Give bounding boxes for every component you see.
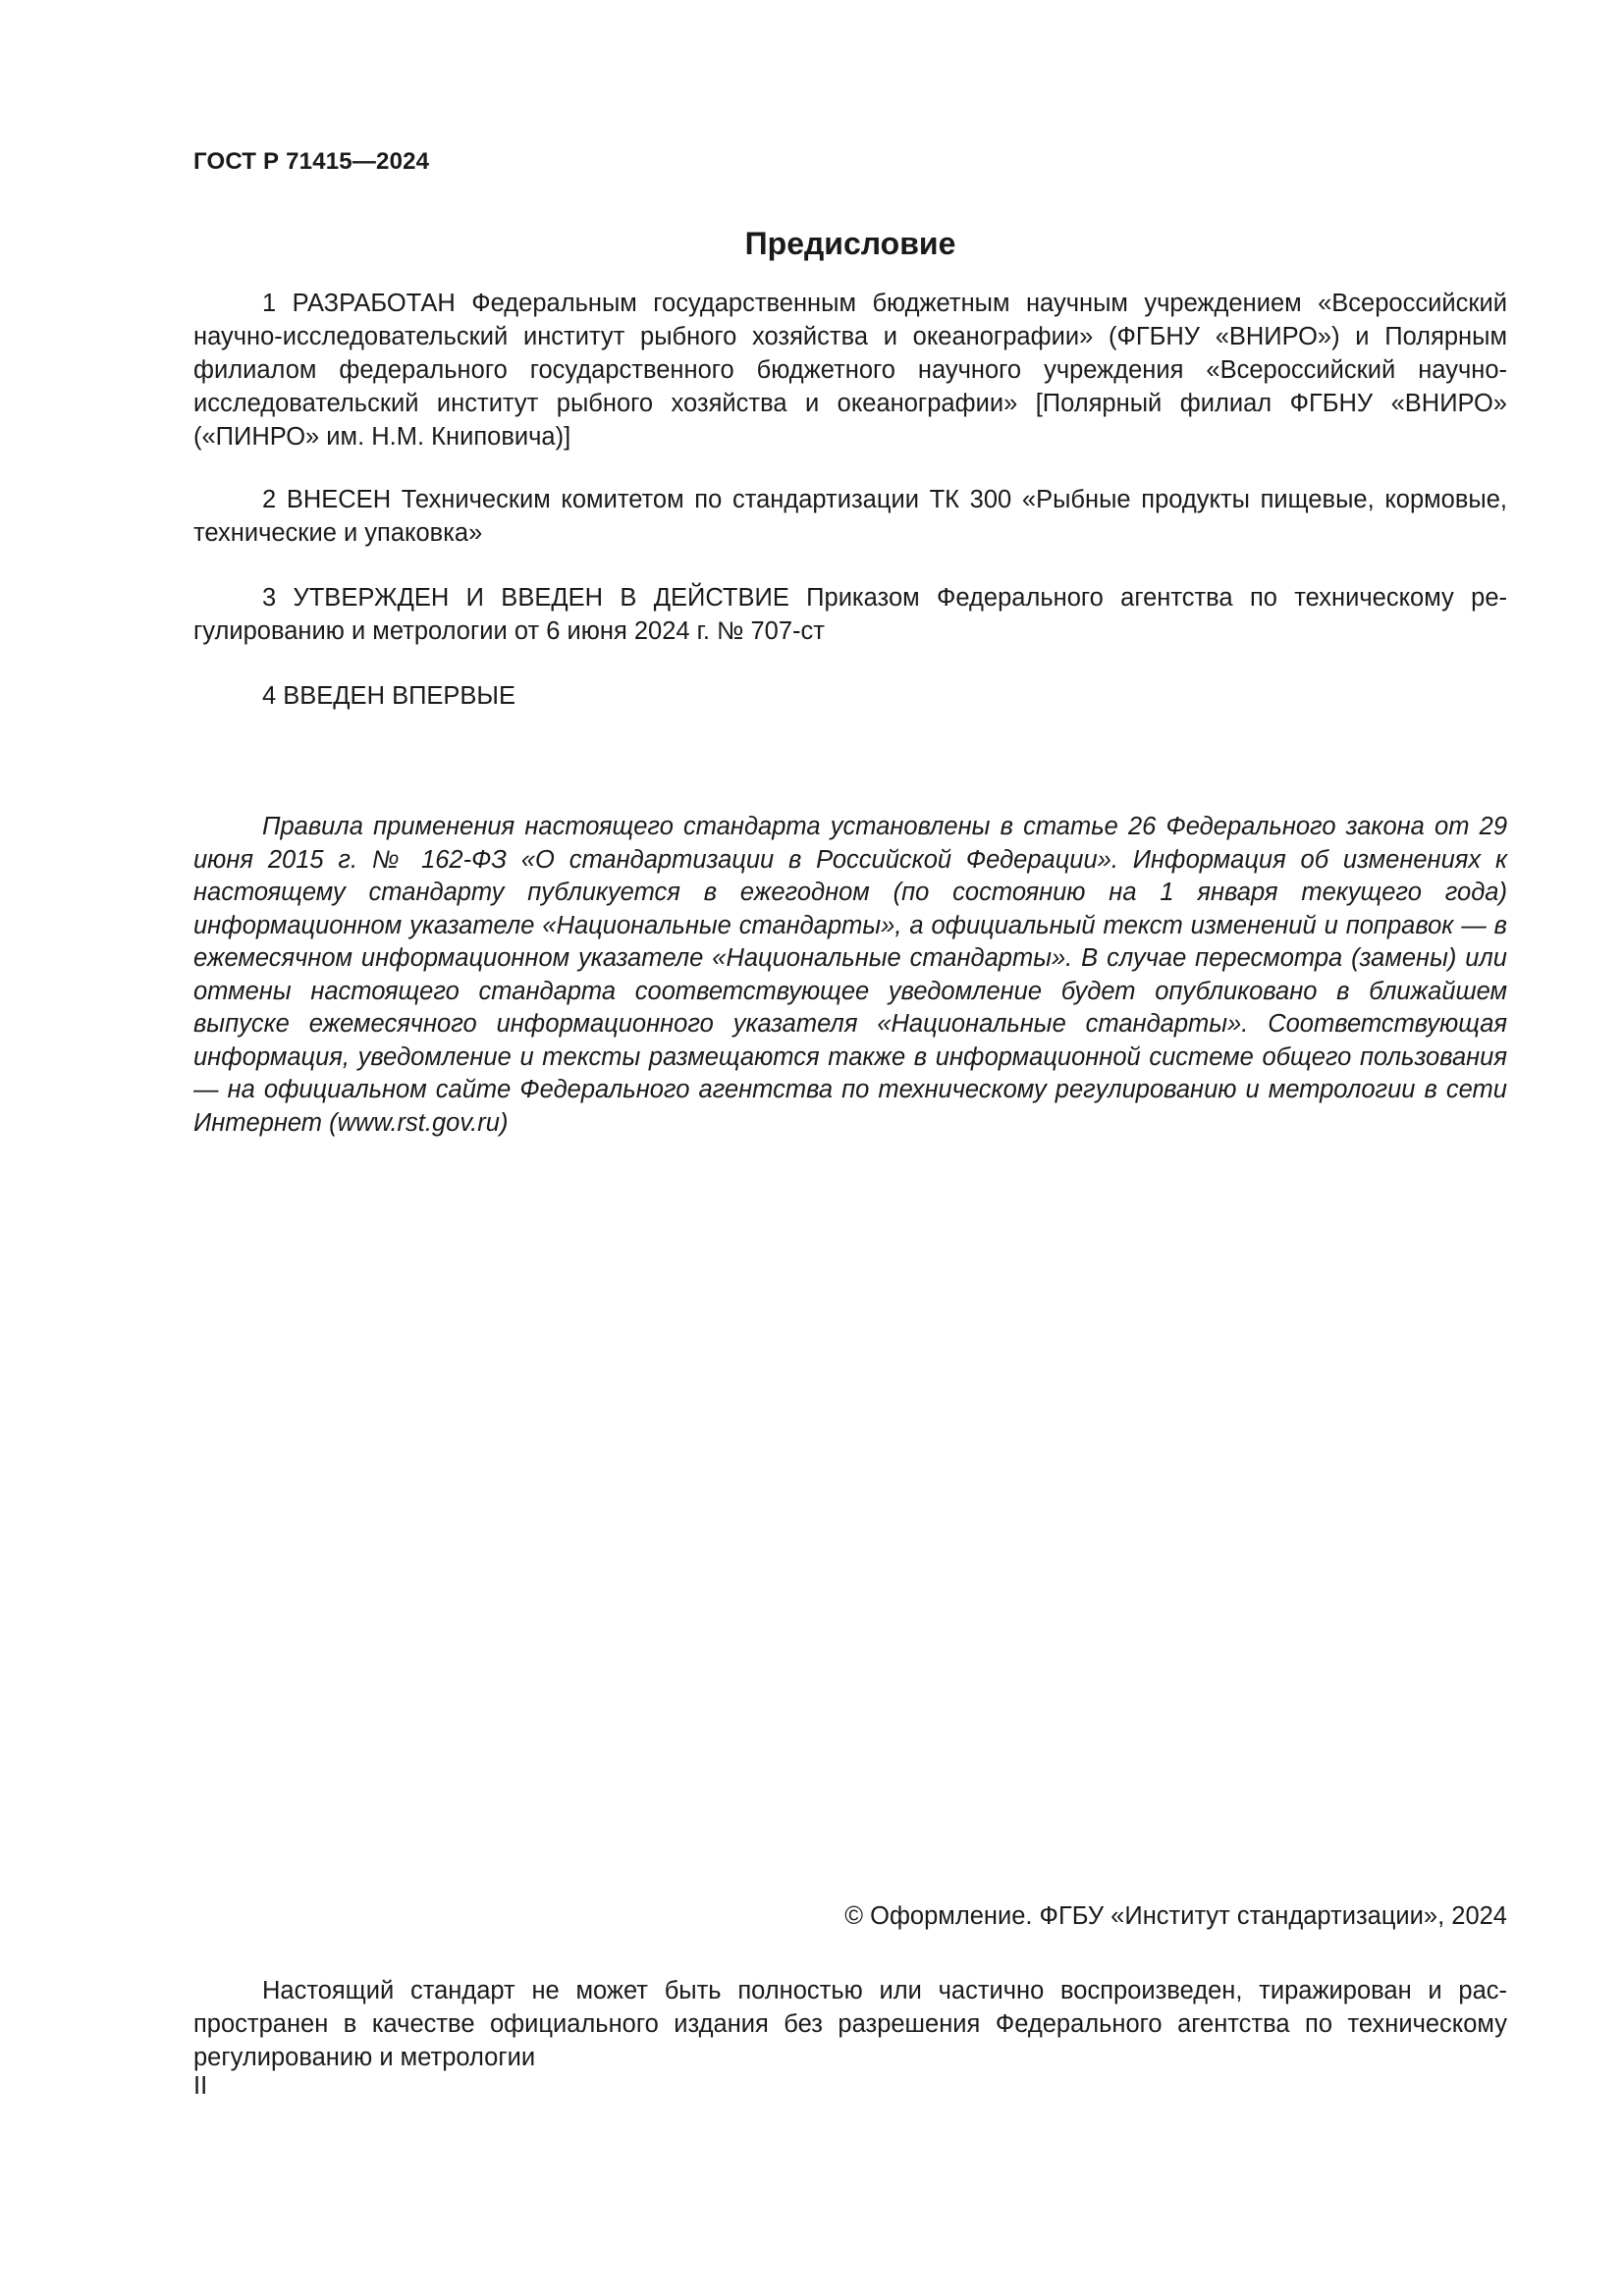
- page-title: Предисловие: [744, 226, 956, 261]
- foreword-item-developed: 1 РАЗРАБОТАН Федеральным государственным бюджетным научным учреждением «Всероссийский научно-исследовательский институт рыбного хозяйства и океанографии» (ФГБНУ «ВНИРО») и Полярным филиалом федерального государственного бюджетного научного учреждения «Всероссийский научно-исследовательский институт рыбного хозяйства и океанографии» [Полярный филиал ФГБНУ «ВНИРО» («ПИНРО» им. Н.М. Книповича)]: [193, 290, 1507, 451]
- foreword-item-introduced: 2 ВНЕСЕН Техническим комитетом по стандартизации ТК 300 «Рыбные продукты пищевые, кормовые, технические и упаковка»: [193, 486, 1507, 547]
- foreword-item-first-introduced: 4 ВВЕДЕН ВПЕРВЫЕ: [262, 682, 516, 710]
- reproduction-restriction: Настоящий стандарт не может быть полностью или частично воспроизведен, тиражирован и распространен в качестве официального издания без разрешения Федерального агентства по техническому регулированию и метрологии: [193, 1977, 1507, 2071]
- document-code: ГОСТ Р 71415—2024: [193, 148, 430, 175]
- application-rules-notice: Правила применения настоящего стандарта установлены в статье 26 Федерального закона от 29 июня 2015 г. № 162-ФЗ «О стандартизации в Российской Федерации». Информация об изменениях к настоящему стандарту публикуется в ежегодном (по состоянию на 1 января текущего года) информационном указателе «Национальные стандарты», а официальный текст изменений и поправок — в ежемесячном информационном указателе «Национальные стандарты». В случае пересмотра (замены) или отмены настоящего стандарта соответствующее уведомление будет опубликовано в ближайшем выпуске ежемесячного информационного указателя «Национальные стандарты». Соответствующая информация, уведомление и тексты размещаются также в информационной системе общего пользования — на официальном сайте Федерального агентства по техническому регулированию и метрологии в сети Интернет (www.rst.gov.ru): [193, 813, 1507, 1137]
- copyright-line: © Оформление. ФГБУ «Институт стандартизации», 2024: [844, 1902, 1507, 1930]
- page-number: II: [193, 2072, 208, 2100]
- foreword-item-approved: 3 УТВЕРЖДЕН И ВВЕДЕН В ДЕЙСТВИЕ Приказом Федерального агентства по техническому регулированию и метрологии от 6 июня 2024 г. № 707-ст: [193, 584, 1507, 645]
